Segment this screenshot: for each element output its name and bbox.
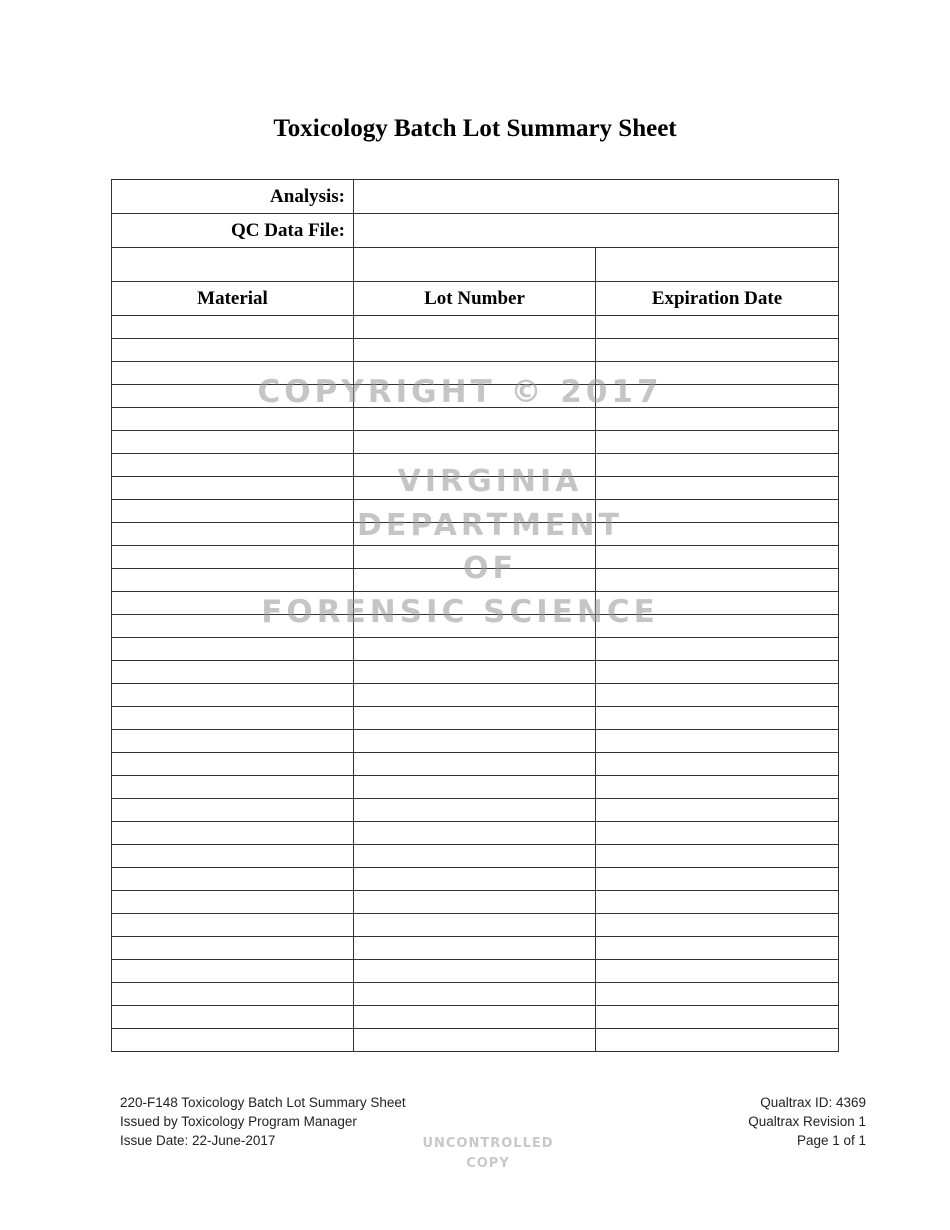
material-cell[interactable] [112, 960, 354, 983]
table-row [112, 891, 839, 914]
expiration-date-cell[interactable] [596, 1006, 839, 1029]
lot-number-cell[interactable] [354, 753, 596, 776]
table-row [112, 1029, 839, 1052]
footer-left [120, 1093, 406, 1150]
table-row [112, 546, 839, 569]
lot-number-cell[interactable] [354, 983, 596, 1006]
material-cell[interactable] [112, 1006, 354, 1029]
material-cell[interactable] [112, 339, 354, 362]
qc-data-file-field[interactable] [354, 214, 839, 248]
material-cell[interactable] [112, 592, 354, 615]
expiration-date-cell[interactable] [596, 339, 839, 362]
table-row [112, 776, 839, 799]
expiration-date-cell[interactable] [596, 983, 839, 1006]
stamp-line-1: UNCONTROLLED [422, 1136, 554, 1151]
expiration-date-cell[interactable] [596, 1029, 839, 1052]
lot-number-cell[interactable] [354, 638, 596, 661]
lot-number-cell[interactable] [354, 799, 596, 822]
material-cell[interactable] [112, 546, 354, 569]
watermark-forensic-science: FORENSIC SCIENCE [261, 594, 659, 630]
expiration-date-cell[interactable] [596, 638, 839, 661]
lot-number-cell[interactable] [354, 362, 596, 385]
lot-number-cell[interactable] [354, 477, 596, 500]
table-row [112, 983, 839, 1006]
table-row [112, 615, 839, 638]
expiration-date-cell[interactable] [596, 799, 839, 822]
expiration-date-cell[interactable] [596, 937, 839, 960]
material-cell[interactable] [112, 408, 354, 431]
expiration-date-cell[interactable] [596, 500, 839, 523]
material-cell[interactable] [112, 730, 354, 753]
lot-number-header: Lot Number [354, 282, 596, 316]
lot-number-cell[interactable] [354, 868, 596, 891]
expiration-date-cell[interactable] [596, 431, 839, 454]
expiration-date-cell[interactable] [596, 960, 839, 983]
material-cell[interactable] [112, 822, 354, 845]
watermark-department: DEPARTMENT [357, 508, 623, 543]
expiration-date-cell[interactable] [596, 592, 839, 615]
material-cell[interactable] [112, 891, 354, 914]
expiration-date-cell[interactable] [596, 707, 839, 730]
lot-number-cell[interactable] [354, 523, 596, 546]
lot-number-cell[interactable] [354, 615, 596, 638]
expiration-date-cell[interactable] [596, 684, 839, 707]
material-cell[interactable] [112, 937, 354, 960]
lot-number-cell[interactable] [354, 408, 596, 431]
analysis-field[interactable] [354, 180, 839, 214]
lot-number-cell[interactable] [354, 914, 596, 937]
footer-qualtrax-id: Qualtrax ID: 4369 [760, 1095, 866, 1110]
table-row [112, 638, 839, 661]
table-row [112, 316, 839, 339]
watermark-of: OF [463, 551, 517, 586]
expiration-date-cell[interactable] [596, 454, 839, 477]
table-row [112, 500, 839, 523]
footer-issue-date: Issue Date: 22-June-2017 [120, 1133, 276, 1148]
material-cell[interactable] [112, 569, 354, 592]
table-row [112, 431, 839, 454]
table-row [112, 937, 839, 960]
table-row [112, 868, 839, 891]
material-cell[interactable] [112, 983, 354, 1006]
expiration-date-cell[interactable] [596, 615, 839, 638]
material-cell[interactable] [112, 707, 354, 730]
material-cell[interactable] [112, 776, 354, 799]
lot-number-cell[interactable] [354, 960, 596, 983]
table-row [112, 845, 839, 868]
material-cell[interactable] [112, 1029, 354, 1052]
table-row [112, 661, 839, 684]
spacer-cell [354, 248, 596, 282]
table-row [112, 799, 839, 822]
footer-right [748, 1093, 866, 1150]
table-row [112, 477, 839, 500]
table-row [112, 408, 839, 431]
material-cell[interactable] [112, 523, 354, 546]
lot-number-cell[interactable] [354, 546, 596, 569]
lot-number-cell[interactable] [354, 500, 596, 523]
expiration-date-cell[interactable] [596, 822, 839, 845]
expiration-date-cell[interactable] [596, 661, 839, 684]
material-cell[interactable] [112, 845, 354, 868]
material-cell[interactable] [112, 431, 354, 454]
material-cell[interactable] [112, 753, 354, 776]
table-row [112, 730, 839, 753]
lot-number-cell[interactable] [354, 316, 596, 339]
table-row [112, 684, 839, 707]
expiration-date-cell[interactable] [596, 776, 839, 799]
expiration-date-cell[interactable] [596, 408, 839, 431]
material-cell[interactable] [112, 684, 354, 707]
expiration-date-cell[interactable] [596, 845, 839, 868]
expiration-date-cell[interactable] [596, 523, 839, 546]
table-row [112, 707, 839, 730]
lot-number-cell[interactable] [354, 1006, 596, 1029]
analysis-row [112, 180, 839, 214]
lot-number-cell[interactable] [354, 339, 596, 362]
lot-number-cell[interactable] [354, 592, 596, 615]
expiration-date-cell[interactable] [596, 891, 839, 914]
table-row [112, 454, 839, 477]
table-row [112, 753, 839, 776]
watermark-virginia: VIRGINIA [397, 464, 583, 499]
footer-qualtrax-revision: Qualtrax Revision 1 [748, 1114, 866, 1129]
spacer-cell [112, 248, 354, 282]
qc-data-file-row [112, 214, 839, 248]
spacer-row [112, 248, 839, 282]
table-row [112, 523, 839, 546]
watermark-copyright: COPYRIGHT © 2017 [257, 374, 663, 410]
lot-number-cell[interactable] [354, 845, 596, 868]
lot-number-cell[interactable] [354, 822, 596, 845]
material-cell[interactable] [112, 799, 354, 822]
material-cell[interactable] [112, 362, 354, 385]
lot-number-cell[interactable] [354, 1029, 596, 1052]
lot-number-cell[interactable] [354, 937, 596, 960]
expiration-date-header: Expiration Date [596, 282, 839, 316]
table-row [112, 914, 839, 937]
expiration-date-cell[interactable] [596, 316, 839, 339]
lot-number-cell[interactable] [354, 891, 596, 914]
table-row [112, 822, 839, 845]
expiration-date-cell[interactable] [596, 385, 839, 408]
stamp-line-2: COPY [466, 1156, 510, 1171]
material-cell[interactable] [112, 661, 354, 684]
analysis-label: Analysis: [112, 180, 354, 214]
lot-number-cell[interactable] [354, 707, 596, 730]
qc-data-file-label: QC Data File: [112, 214, 354, 248]
material-cell[interactable] [112, 500, 354, 523]
footer-form-title: 220-F148 Toxicology Batch Lot Summary Sheet [120, 1095, 406, 1110]
table-row [112, 569, 839, 592]
uncontrolled-copy-stamp [412, 1134, 564, 1174]
table-row [112, 1006, 839, 1029]
expiration-date-cell[interactable] [596, 546, 839, 569]
material-header: Material [112, 282, 354, 316]
expiration-date-cell[interactable] [596, 730, 839, 753]
batch-lot-table [111, 179, 839, 1052]
spacer-cell [596, 248, 839, 282]
lot-number-cell[interactable] [354, 730, 596, 753]
column-header-row [112, 282, 839, 316]
table-row [112, 385, 839, 408]
lot-number-cell[interactable] [354, 431, 596, 454]
table-row [112, 960, 839, 983]
lot-number-cell[interactable] [354, 454, 596, 477]
material-cell[interactable] [112, 316, 354, 339]
document-title: Toxicology Batch Lot Summary Sheet [273, 115, 677, 142]
expiration-date-cell[interactable] [596, 914, 839, 937]
material-cell[interactable] [112, 477, 354, 500]
footer-page-number: Page 1 of 1 [796, 1133, 866, 1148]
lot-number-cell[interactable] [354, 661, 596, 684]
table-row [112, 339, 839, 362]
lot-number-cell[interactable] [354, 569, 596, 592]
footer-issued-by: Issued by Toxicology Program Manager [120, 1114, 357, 1129]
expiration-date-cell[interactable] [596, 362, 839, 385]
expiration-date-cell[interactable] [596, 868, 839, 891]
material-cell[interactable] [112, 638, 354, 661]
material-cell[interactable] [112, 385, 354, 408]
lot-number-cell[interactable] [354, 684, 596, 707]
table-row [112, 592, 839, 615]
material-cell[interactable] [112, 868, 354, 891]
expiration-date-cell[interactable] [596, 569, 839, 592]
expiration-date-cell[interactable] [596, 477, 839, 500]
lot-number-cell[interactable] [354, 385, 596, 408]
table-row [112, 362, 839, 385]
expiration-date-cell[interactable] [596, 753, 839, 776]
material-cell[interactable] [112, 454, 354, 477]
lot-number-cell[interactable] [354, 776, 596, 799]
material-cell[interactable] [112, 615, 354, 638]
material-cell[interactable] [112, 914, 354, 937]
